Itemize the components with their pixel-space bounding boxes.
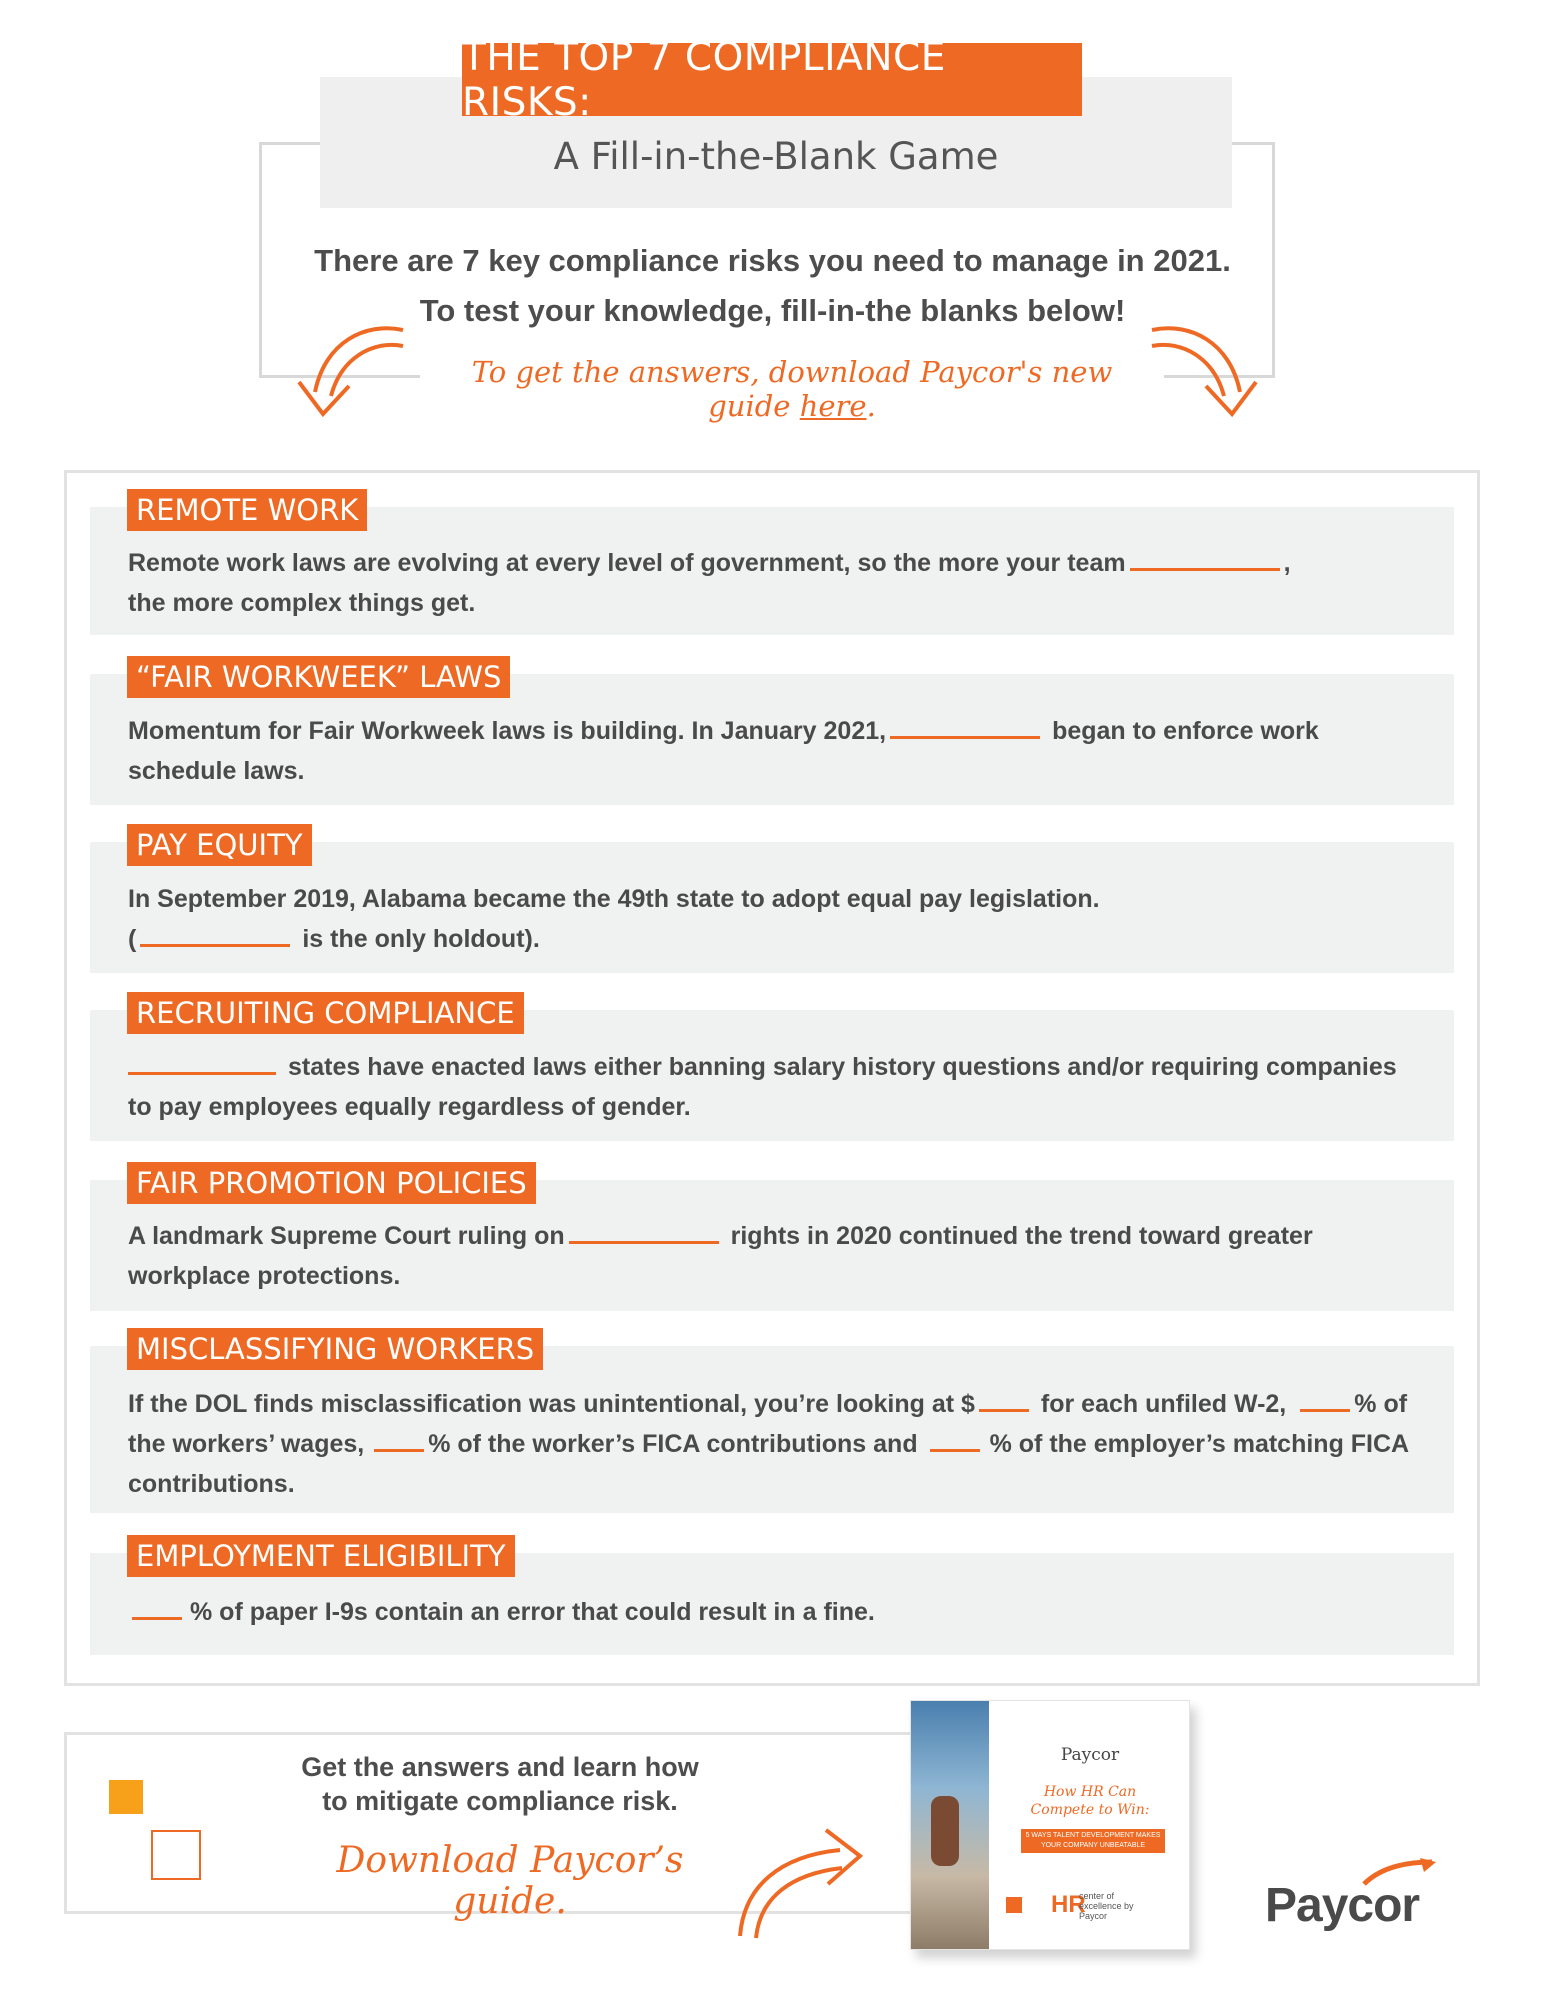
section-text [128,543,1428,623]
text-segment: % of paper I-9s contain an error that could result in a fine. [190,1598,875,1626]
text-segment: % of [1354,1390,1408,1418]
section-tag: REMOTE WORK [127,489,367,531]
answer-blank[interactable] [140,943,290,947]
download-guide-link[interactable]: Download Paycor’s guide. [336,1840,684,1922]
text-segment: schedule laws. [128,757,305,785]
text-segment: the workers’ wages, [128,1430,365,1458]
text-segment: A landmark Supreme Court ruling on [128,1222,565,1250]
text-segment: for each unfiled W-2, [1040,1390,1287,1418]
cover-brand: Paycor [1060,1745,1120,1765]
text-segment: the more complex things get. [128,589,476,617]
answer-blank[interactable] [1300,1408,1350,1412]
section-tag: EMPLOYMENT ELIGIBILITY [127,1535,515,1577]
text-segment: workplace protections. [128,1262,401,1290]
answer-blank[interactable] [374,1448,424,1452]
answer-blank[interactable] [132,1616,182,1620]
answer-blank[interactable] [979,1408,1029,1412]
section-tag: PAY EQUITY [127,824,312,866]
text-segment: rights in 2020 continued the trend toward greater [730,1222,1313,1250]
section-tag: “FAIR WORKWEEK” LAWS [127,656,510,698]
answer-blank[interactable] [569,1240,719,1244]
text-segment: states have enacted laws either banning salary history questions and/or requiring companies [288,1053,1397,1081]
cover-title [989,1783,1190,1819]
footer-line-2: to mitigate compliance risk. [322,1786,678,1816]
intro-line-2: To test your knowledge, fill-in-the blanks below! [419,293,1126,328]
decorative-square-filled [109,1780,143,1814]
section-text [128,711,1428,791]
footer-line-1: Get the answers and learn how [301,1752,699,1782]
text-segment: is the only holdout). [302,925,540,953]
section-text [128,1592,1428,1632]
answer-blank[interactable] [128,1071,276,1075]
section-tag: RECRUITING COMPLIANCE [127,992,524,1034]
text-segment: Momentum for Fair Workweek laws is building. In January 2021, [128,717,887,745]
text-segment: In September 2019, Alabama became the 49th state to adopt equal pay legislation. [128,885,1100,913]
answer-blank[interactable] [1130,567,1280,571]
text-segment: Remote work laws are evolving at every level of government, so the more your team [128,549,1126,577]
page-title: THE TOP 7 COMPLIANCE RISKS: [462,43,1082,116]
decorative-square-outline [151,1830,201,1880]
cover-title-line-1: How HR Can [1043,1784,1137,1800]
left-arrow-icon [285,312,415,422]
intro-line-1: There are 7 key compliance risks you need to manage in 2021. [314,243,1231,278]
text-segment: to pay employees equally regardless of gender. [128,1093,691,1121]
page-subtitle: A Fill-in-the-Blank Game [553,135,999,178]
section-text [128,879,1428,959]
cta-text: To get the answers, download Paycor's new guide [471,355,1113,423]
answer-blank[interactable] [890,735,1040,739]
footer-arrow-icon [720,1816,870,1946]
section-text [128,1216,1428,1296]
download-cta [420,355,1164,423]
cover-title-line-2: Compete to Win: [1030,1802,1150,1818]
cover-hr-logo: HR [1051,1891,1086,1918]
text-segment: If the DOL finds misclassification was unintentional, you’re looking at $ [128,1390,975,1418]
cover-band: 5 WAYS TALENT DEVELOPMENT MAKES YOUR COMPANY UNBEATABLE [1021,1829,1165,1853]
text-segment: % of the employer’s matching FICA [989,1430,1410,1458]
paycor-logo: Paycor [1265,1879,1420,1932]
section-text [128,1047,1428,1127]
guide-link[interactable]: here [799,389,867,423]
cover-logo-text: center of excellence by Paycor [1079,1891,1134,1921]
climber-figure [931,1796,959,1866]
text-segment: % of the worker’s FICA contributions and [428,1430,918,1458]
section-tag: FAIR PROMOTION POLICIES [127,1162,536,1204]
text-segment: ( [128,925,137,953]
answer-blank[interactable] [930,1448,980,1452]
section-text [128,1384,1428,1504]
guide-cover[interactable] [910,1700,1190,1950]
section-tag: MISCLASSIFYING WORKERS [127,1328,543,1370]
cta-period: . [866,389,876,423]
cover-square [1006,1897,1022,1913]
text-segment: contributions. [128,1470,295,1498]
text-segment: began to enforce work [1052,717,1319,745]
text-segment: , [1283,549,1291,577]
